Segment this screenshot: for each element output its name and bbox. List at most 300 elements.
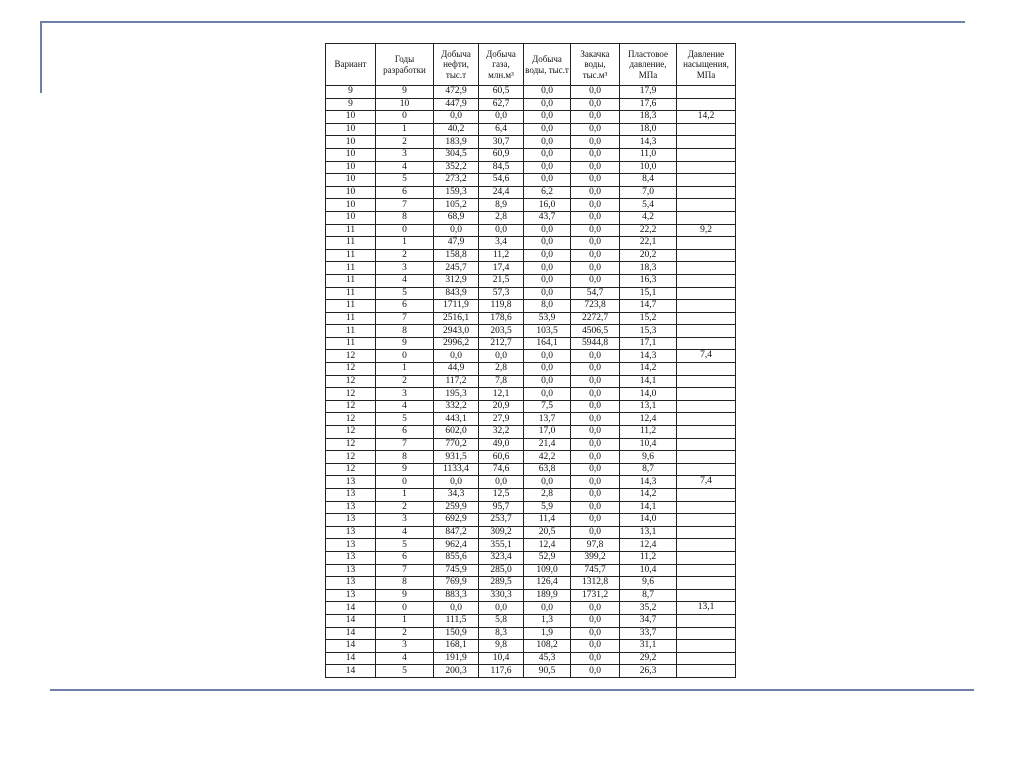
cell-variant: 12: [326, 400, 376, 413]
cell-gas: 32,2: [479, 426, 524, 439]
cell-oil: 195,3: [434, 388, 479, 401]
cell-saturation-pressure: [677, 577, 736, 590]
cell-oil: 332,2: [434, 400, 479, 413]
table-row: [326, 577, 736, 590]
cell-saturation-pressure: [677, 186, 736, 199]
cell-saturation-pressure: [677, 438, 736, 451]
cell-oil: 962,4: [434, 539, 479, 552]
cell-variant: 12: [326, 388, 376, 401]
cell-reservoir-pressure: 8,4: [620, 174, 677, 187]
table-row: [326, 312, 736, 325]
cell-variant: 10: [326, 136, 376, 149]
cell-saturation-pressure: [677, 451, 736, 464]
cell-gas: 10,4: [479, 652, 524, 665]
table-row: [326, 224, 736, 237]
table-row: [326, 640, 736, 653]
cell-water: 20,5: [524, 526, 571, 539]
cell-water: 0,0: [524, 123, 571, 136]
cell-gas: 0,0: [479, 350, 524, 363]
cell-reservoir-pressure: 18,3: [620, 262, 677, 275]
cell-reservoir-pressure: 15,3: [620, 325, 677, 338]
cell-injection: 0,0: [571, 211, 620, 224]
cell-injection: 0,0: [571, 363, 620, 376]
cell-saturation-pressure: [677, 501, 736, 514]
cell-gas: 54,6: [479, 174, 524, 187]
cell-gas: 8,3: [479, 627, 524, 640]
cell-gas: 12,1: [479, 388, 524, 401]
cell-year: 6: [376, 300, 434, 313]
cell-water: 53,9: [524, 312, 571, 325]
data-table: [325, 43, 736, 678]
cell-year: 3: [376, 514, 434, 527]
table-row: [326, 199, 736, 212]
cell-oil: 40,2: [434, 123, 479, 136]
cell-year: 3: [376, 388, 434, 401]
cell-gas: 30,7: [479, 136, 524, 149]
header-water-production: Добыча воды, тыс.т: [524, 44, 571, 86]
table-row: [326, 426, 736, 439]
cell-oil: 745,9: [434, 564, 479, 577]
cell-oil: 769,9: [434, 577, 479, 590]
cell-reservoir-pressure: 12,4: [620, 413, 677, 426]
cell-year: 5: [376, 287, 434, 300]
cell-variant: 12: [326, 350, 376, 363]
frame-top-line: [40, 21, 965, 23]
cell-reservoir-pressure: 17,9: [620, 86, 677, 99]
cell-oil: 183,9: [434, 136, 479, 149]
cell-oil: 150,9: [434, 627, 479, 640]
cell-gas: 0,0: [479, 111, 524, 124]
cell-gas: 62,7: [479, 98, 524, 111]
cell-water: 109,0: [524, 564, 571, 577]
table-row: [326, 111, 736, 124]
cell-variant: 10: [326, 211, 376, 224]
cell-oil: 0,0: [434, 111, 479, 124]
cell-reservoir-pressure: 9,6: [620, 451, 677, 464]
header-water-injection: Закачка воды, тыс.м³: [571, 44, 620, 86]
cell-gas: 253,7: [479, 514, 524, 527]
cell-gas: 24,4: [479, 186, 524, 199]
cell-oil: 2943,0: [434, 325, 479, 338]
cell-variant: 12: [326, 426, 376, 439]
header-saturation-pressure: Давление насыщения, МПа: [677, 44, 736, 86]
cell-water: 126,4: [524, 577, 571, 590]
table-row: [326, 337, 736, 350]
cell-gas: 309,2: [479, 526, 524, 539]
table-row: [326, 287, 736, 300]
cell-water: 42,2: [524, 451, 571, 464]
cell-saturation-pressure: [677, 262, 736, 275]
cell-year: 7: [376, 438, 434, 451]
cell-variant: 11: [326, 287, 376, 300]
cell-injection: 0,0: [571, 640, 620, 653]
cell-injection: 0,0: [571, 463, 620, 476]
cell-oil: 472,9: [434, 86, 479, 99]
table-row: [326, 174, 736, 187]
cell-saturation-pressure: [677, 237, 736, 250]
table-row: [326, 249, 736, 262]
table-row: [326, 501, 736, 514]
cell-variant: 10: [326, 186, 376, 199]
cell-reservoir-pressure: 15,1: [620, 287, 677, 300]
cell-saturation-pressure: [677, 614, 736, 627]
cell-saturation-pressure: 14,2: [677, 111, 736, 124]
cell-water: 0,0: [524, 136, 571, 149]
cell-saturation-pressure: 13,1: [677, 602, 736, 615]
cell-saturation-pressure: [677, 274, 736, 287]
table-row: [326, 262, 736, 275]
cell-saturation-pressure: [677, 539, 736, 552]
table-row: [326, 438, 736, 451]
cell-oil: 2516,1: [434, 312, 479, 325]
cell-water: 5,9: [524, 501, 571, 514]
cell-year: 0: [376, 111, 434, 124]
cell-oil: 245,7: [434, 262, 479, 275]
cell-water: 1,3: [524, 614, 571, 627]
cell-saturation-pressure: [677, 400, 736, 413]
cell-saturation-pressure: [677, 136, 736, 149]
cell-saturation-pressure: [677, 211, 736, 224]
cell-variant: 12: [326, 438, 376, 451]
cell-saturation-pressure: [677, 426, 736, 439]
table-header-row: [326, 44, 736, 86]
cell-variant: 13: [326, 564, 376, 577]
cell-year: 8: [376, 577, 434, 590]
cell-year: 6: [376, 426, 434, 439]
cell-reservoir-pressure: 7,0: [620, 186, 677, 199]
cell-saturation-pressure: [677, 174, 736, 187]
cell-water: 0,0: [524, 388, 571, 401]
cell-water: 189,9: [524, 589, 571, 602]
cell-reservoir-pressure: 22,1: [620, 237, 677, 250]
cell-injection: 0,0: [571, 501, 620, 514]
table-row: [326, 86, 736, 99]
cell-year: 9: [376, 337, 434, 350]
cell-gas: 7,8: [479, 375, 524, 388]
cell-injection: 0,0: [571, 123, 620, 136]
cell-water: 63,8: [524, 463, 571, 476]
cell-oil: 0,0: [434, 476, 479, 489]
table-row: [326, 186, 736, 199]
cell-variant: 9: [326, 86, 376, 99]
table-row: [326, 602, 736, 615]
table-row: [326, 514, 736, 527]
cell-injection: 0,0: [571, 274, 620, 287]
cell-injection: 0,0: [571, 476, 620, 489]
cell-saturation-pressure: 7,4: [677, 476, 736, 489]
cell-injection: 2272,7: [571, 312, 620, 325]
cell-saturation-pressure: [677, 665, 736, 678]
cell-oil: 0,0: [434, 350, 479, 363]
table-row: [326, 526, 736, 539]
cell-saturation-pressure: [677, 551, 736, 564]
cell-year: 2: [376, 375, 434, 388]
cell-oil: 602,0: [434, 426, 479, 439]
cell-reservoir-pressure: 16,3: [620, 274, 677, 287]
cell-variant: 12: [326, 451, 376, 464]
cell-water: 0,0: [524, 274, 571, 287]
cell-reservoir-pressure: 9,6: [620, 577, 677, 590]
cell-water: 0,0: [524, 249, 571, 262]
cell-saturation-pressure: 9,2: [677, 224, 736, 237]
cell-water: 8,0: [524, 300, 571, 313]
cell-water: 0,0: [524, 98, 571, 111]
cell-injection: 1731,2: [571, 589, 620, 602]
cell-injection: 0,0: [571, 514, 620, 527]
cell-reservoir-pressure: 8,7: [620, 589, 677, 602]
cell-injection: 0,0: [571, 98, 620, 111]
cell-variant: 13: [326, 539, 376, 552]
cell-variant: 11: [326, 249, 376, 262]
table-row: [326, 211, 736, 224]
cell-saturation-pressure: [677, 300, 736, 313]
cell-water: 0,0: [524, 148, 571, 161]
cell-year: 1: [376, 614, 434, 627]
cell-variant: 11: [326, 325, 376, 338]
cell-injection: 0,0: [571, 426, 620, 439]
table-row: [326, 665, 736, 678]
cell-oil: 68,9: [434, 211, 479, 224]
cell-variant: 14: [326, 627, 376, 640]
cell-oil: 1711,9: [434, 300, 479, 313]
cell-oil: 0,0: [434, 602, 479, 615]
cell-saturation-pressure: [677, 363, 736, 376]
cell-variant: 13: [326, 589, 376, 602]
cell-water: 7,5: [524, 400, 571, 413]
table-row: [326, 400, 736, 413]
cell-year: 0: [376, 224, 434, 237]
header-oil-production: Добыча нефти, тыс.т: [434, 44, 479, 86]
cell-year: 6: [376, 551, 434, 564]
table-body: [326, 86, 736, 678]
table-row: [326, 539, 736, 552]
cell-oil: 159,3: [434, 186, 479, 199]
cell-year: 8: [376, 325, 434, 338]
cell-saturation-pressure: [677, 514, 736, 527]
cell-water: 1,9: [524, 627, 571, 640]
cell-gas: 60,5: [479, 86, 524, 99]
cell-gas: 178,6: [479, 312, 524, 325]
cell-water: 21,4: [524, 438, 571, 451]
header-gas-production: Добыча газа, млн.м³: [479, 44, 524, 86]
cell-gas: 20,9: [479, 400, 524, 413]
cell-variant: 12: [326, 413, 376, 426]
cell-reservoir-pressure: 33,7: [620, 627, 677, 640]
cell-injection: 0,0: [571, 451, 620, 464]
cell-variant: 14: [326, 665, 376, 678]
cell-oil: 692,9: [434, 514, 479, 527]
cell-year: 9: [376, 463, 434, 476]
cell-year: 9: [376, 589, 434, 602]
cell-year: 1: [376, 237, 434, 250]
cell-water: 0,0: [524, 287, 571, 300]
cell-reservoir-pressure: 13,1: [620, 400, 677, 413]
cell-water: 0,0: [524, 224, 571, 237]
cell-water: 164,1: [524, 337, 571, 350]
cell-saturation-pressure: [677, 375, 736, 388]
cell-saturation-pressure: [677, 652, 736, 665]
table-row: [326, 476, 736, 489]
table-row: [326, 363, 736, 376]
cell-year: 2: [376, 501, 434, 514]
table-row: [326, 388, 736, 401]
cell-saturation-pressure: [677, 413, 736, 426]
cell-year: 2: [376, 136, 434, 149]
cell-reservoir-pressure: 17,1: [620, 337, 677, 350]
cell-water: 0,0: [524, 350, 571, 363]
cell-water: 0,0: [524, 375, 571, 388]
cell-injection: 0,0: [571, 186, 620, 199]
cell-variant: 13: [326, 551, 376, 564]
cell-oil: 34,3: [434, 489, 479, 502]
cell-reservoir-pressure: 17,6: [620, 98, 677, 111]
cell-reservoir-pressure: 14,3: [620, 136, 677, 149]
cell-year: 4: [376, 400, 434, 413]
table-row: [326, 161, 736, 174]
cell-injection: 0,0: [571, 161, 620, 174]
cell-saturation-pressure: 7,4: [677, 350, 736, 363]
cell-saturation-pressure: [677, 337, 736, 350]
cell-reservoir-pressure: 14,3: [620, 476, 677, 489]
cell-gas: 95,7: [479, 501, 524, 514]
frame-left-line: [40, 21, 42, 93]
cell-injection: 4506,5: [571, 325, 620, 338]
cell-injection: 0,0: [571, 136, 620, 149]
cell-water: 0,0: [524, 602, 571, 615]
table-row: [326, 325, 736, 338]
cell-variant: 14: [326, 614, 376, 627]
cell-gas: 203,5: [479, 325, 524, 338]
cell-year: 6: [376, 186, 434, 199]
cell-injection: 0,0: [571, 438, 620, 451]
cell-water: 0,0: [524, 161, 571, 174]
cell-variant: 10: [326, 123, 376, 136]
header-variant: Вариант: [326, 44, 376, 86]
table-row: [326, 136, 736, 149]
cell-reservoir-pressure: 10,0: [620, 161, 677, 174]
cell-reservoir-pressure: 11,2: [620, 426, 677, 439]
cell-reservoir-pressure: 13,1: [620, 526, 677, 539]
cell-oil: 312,9: [434, 274, 479, 287]
table-row: [326, 564, 736, 577]
cell-saturation-pressure: [677, 640, 736, 653]
table-row: [326, 413, 736, 426]
cell-injection: 0,0: [571, 489, 620, 502]
cell-water: 90,5: [524, 665, 571, 678]
table-row: [326, 375, 736, 388]
table-row: [326, 451, 736, 464]
cell-oil: 0,0: [434, 224, 479, 237]
cell-injection: 0,0: [571, 174, 620, 187]
cell-injection: 0,0: [571, 413, 620, 426]
cell-saturation-pressure: [677, 325, 736, 338]
cell-reservoir-pressure: 14,1: [620, 375, 677, 388]
cell-variant: 14: [326, 652, 376, 665]
cell-water: 52,9: [524, 551, 571, 564]
cell-injection: 0,0: [571, 652, 620, 665]
cell-year: 8: [376, 211, 434, 224]
cell-year: 0: [376, 602, 434, 615]
cell-variant: 10: [326, 148, 376, 161]
cell-saturation-pressure: [677, 86, 736, 99]
cell-saturation-pressure: [677, 98, 736, 111]
cell-year: 7: [376, 312, 434, 325]
cell-oil: 847,2: [434, 526, 479, 539]
cell-gas: 2,8: [479, 211, 524, 224]
cell-gas: 212,7: [479, 337, 524, 350]
cell-gas: 0,0: [479, 224, 524, 237]
cell-injection: 0,0: [571, 400, 620, 413]
cell-year: 1: [376, 363, 434, 376]
cell-gas: 49,0: [479, 438, 524, 451]
cell-water: 0,0: [524, 476, 571, 489]
cell-oil: 168,1: [434, 640, 479, 653]
cell-water: 108,2: [524, 640, 571, 653]
cell-oil: 273,2: [434, 174, 479, 187]
cell-gas: 119,8: [479, 300, 524, 313]
cell-saturation-pressure: [677, 564, 736, 577]
cell-gas: 60,9: [479, 148, 524, 161]
cell-reservoir-pressure: 12,4: [620, 539, 677, 552]
cell-water: 6,2: [524, 186, 571, 199]
cell-saturation-pressure: [677, 287, 736, 300]
cell-year: 5: [376, 413, 434, 426]
cell-oil: 843,9: [434, 287, 479, 300]
cell-oil: 931,5: [434, 451, 479, 464]
cell-gas: 57,3: [479, 287, 524, 300]
cell-variant: 13: [326, 514, 376, 527]
cell-gas: 11,2: [479, 249, 524, 262]
cell-oil: 352,2: [434, 161, 479, 174]
table-row: [326, 98, 736, 111]
cell-oil: 2996,2: [434, 337, 479, 350]
cell-injection: 0,0: [571, 526, 620, 539]
cell-oil: 883,3: [434, 589, 479, 602]
cell-year: 1: [376, 489, 434, 502]
cell-injection: 0,0: [571, 224, 620, 237]
cell-gas: 9,8: [479, 640, 524, 653]
cell-variant: 10: [326, 199, 376, 212]
cell-water: 17,0: [524, 426, 571, 439]
cell-gas: 27,9: [479, 413, 524, 426]
cell-year: 0: [376, 350, 434, 363]
cell-year: 3: [376, 262, 434, 275]
cell-gas: 21,5: [479, 274, 524, 287]
cell-variant: 11: [326, 224, 376, 237]
cell-year: 8: [376, 451, 434, 464]
cell-injection: 745,7: [571, 564, 620, 577]
cell-injection: 0,0: [571, 111, 620, 124]
cell-saturation-pressure: [677, 589, 736, 602]
table-row: [326, 148, 736, 161]
cell-oil: 200,3: [434, 665, 479, 678]
cell-year: 4: [376, 526, 434, 539]
cell-injection: 723,8: [571, 300, 620, 313]
cell-year: 2: [376, 627, 434, 640]
cell-year: 4: [376, 274, 434, 287]
cell-reservoir-pressure: 8,7: [620, 463, 677, 476]
cell-gas: 84,5: [479, 161, 524, 174]
cell-reservoir-pressure: 22,2: [620, 224, 677, 237]
frame-bottom-line: [50, 689, 974, 691]
cell-year: 4: [376, 652, 434, 665]
cell-saturation-pressure: [677, 249, 736, 262]
cell-gas: 8,9: [479, 199, 524, 212]
cell-reservoir-pressure: 14,1: [620, 501, 677, 514]
cell-oil: 259,9: [434, 501, 479, 514]
table-row: [326, 489, 736, 502]
cell-oil: 191,9: [434, 652, 479, 665]
